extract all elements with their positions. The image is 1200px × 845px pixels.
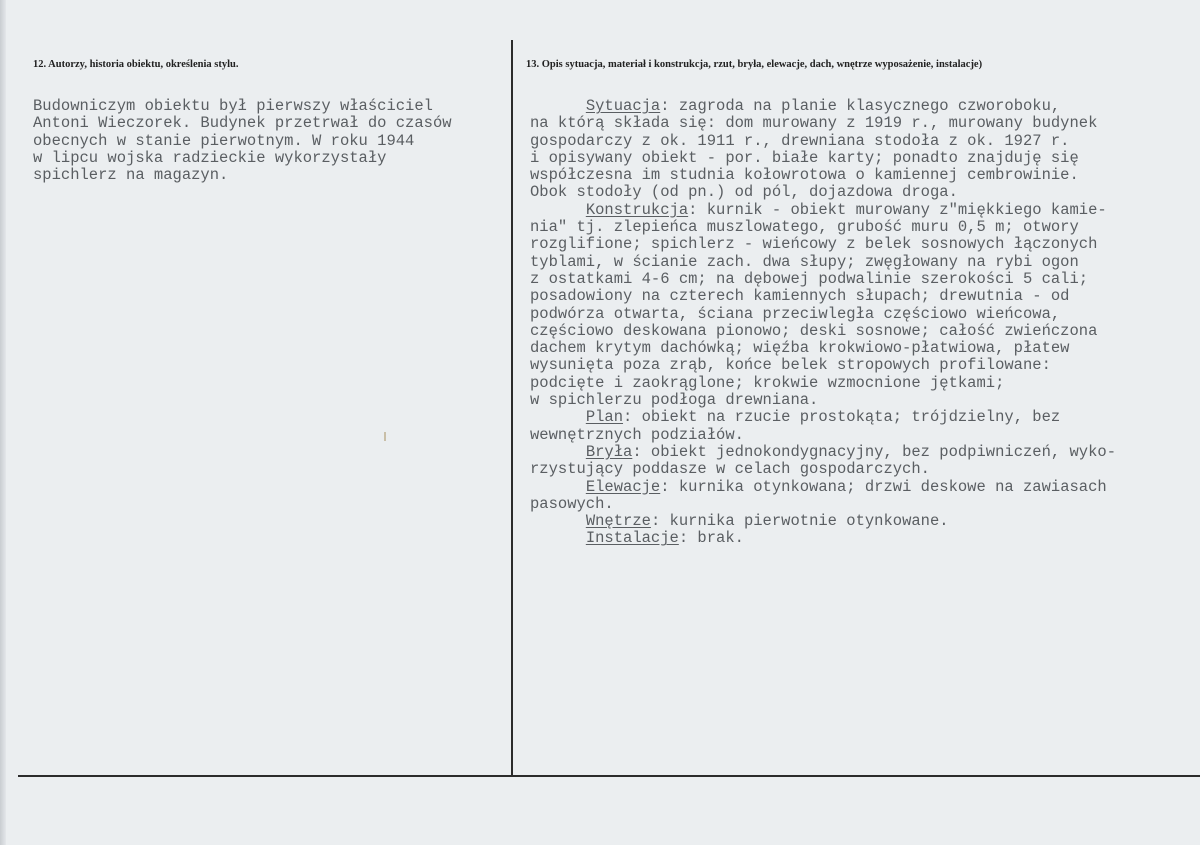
line-text: : kurnik - obiekt murowany z"miękkiego kamie- (688, 200, 1107, 219)
line-text: pasowych. (530, 494, 614, 513)
description-line (530, 184, 1116, 201)
description-line (530, 133, 1116, 150)
description-line (530, 392, 1116, 409)
line-text: i opisywany obiekt - por. białe karty; ponadto znajduję się (530, 148, 1079, 167)
section-13-heading: 13. Opis sytuacja, materiał i konstrukcja, rzut, bryła, elewacje, dach, wnętrze wyposażenie, instalacje) (526, 59, 983, 70)
line-text: częściowo deskowana pionowo; deski sosnowe; całość zwieńczona (530, 321, 1098, 340)
page-edge (0, 0, 6, 845)
section-12-heading: 12. Autorzy, historia obiektu, określenia stylu. (33, 59, 239, 70)
history-line: obecnych w stanie pierwotnym. W roku 1944 (33, 131, 415, 150)
line-text: posadowiony na czterech kamiennych słupach; drewutnia - od (530, 287, 1070, 306)
column-divider (511, 40, 513, 777)
history-text (33, 98, 452, 184)
description-line (530, 219, 1116, 236)
description-line (530, 444, 1116, 461)
description-line (530, 461, 1116, 478)
description-line (530, 530, 1116, 547)
description-text (530, 98, 1116, 548)
line-text: w spichlerzu podłoga drewniana. (530, 391, 819, 410)
section-label: Instalacje (585, 529, 679, 548)
description-line (530, 271, 1116, 288)
line-text: wewnętrznych podziałów. (530, 425, 744, 444)
line-text: : zagroda na planie klasycznego czworoboku, (660, 97, 1061, 115)
description-line (530, 98, 1116, 115)
description-line (530, 323, 1116, 340)
description-line (530, 167, 1116, 184)
description-line (530, 479, 1116, 496)
line-text: rzystujący poddasze w celach gospodarczych. (530, 460, 930, 479)
section-label: Elewacje (585, 477, 661, 496)
section-label: Bryła (585, 442, 633, 461)
description-line (530, 375, 1116, 392)
line-text: na którą składa się: dom murowany z 1919 r., murowany budynek (530, 114, 1098, 133)
line-text: : brak. (678, 529, 744, 548)
description-line (530, 357, 1116, 374)
line-text: tyblami, w ścianie zach. dwa słupy; zwęgłowany na rybi ogon (530, 252, 1079, 271)
line-text: wysunięta poza zrąb, końce belek stropowych profilowane: (530, 356, 1051, 375)
section-label: Wnętrze (585, 512, 651, 531)
section-label: Sytuacja (585, 97, 661, 115)
description-line (530, 513, 1116, 530)
line-text: gospodarczy z ok. 1911 r., drewniana stodoła z ok. 1927 r. (530, 131, 1070, 150)
description-line (530, 236, 1116, 253)
line-text: rozglifione; spichlerz - wieńcowy z belek sosnowych łączonych (530, 235, 1098, 254)
line-text: : kurnika pierwotnie otynkowane. (650, 512, 949, 531)
paper-mark (384, 432, 386, 441)
line-text: : obiekt jednokondygnacyjny, bez podpiwniczeń, wyko- (632, 442, 1117, 461)
section-label: Konstrukcja (585, 200, 689, 219)
line-text: Obok stodoły (od pn.) od pól, dojazdowa droga. (530, 183, 958, 202)
bottom-rule (18, 775, 1200, 777)
line-text: podcięte i zaokrąglone; krokwie wzmocnione jętkami; (530, 373, 1005, 392)
description-line (530, 306, 1116, 323)
description-line (530, 202, 1116, 219)
line-text: : kurnika otynkowana; drzwi deskowe na zawiasach (660, 477, 1107, 496)
history-line: w lipcu wojska radzieckie wykorzystały (33, 148, 387, 167)
history-line: Budowniczym obiektu był pierwszy właściciel (33, 97, 433, 115)
description-line (530, 150, 1116, 167)
description-line (530, 427, 1116, 444)
line-text: podwórza otwarta, ściana przeciwległa częściowo wieńcowa, (530, 304, 1061, 323)
description-line (530, 340, 1116, 357)
history-line: Antoni Wieczorek. Budynek przetrwał do czasów (33, 114, 452, 133)
description-line (530, 409, 1116, 426)
history-line: spichlerz na magazyn. (33, 166, 229, 185)
line-text: : obiekt na rzucie prostokąta; trójdzielny, bez (623, 408, 1061, 427)
line-text: z ostatkami 4-6 cm; na dębowej podwalinie szerokości 5 cali; (530, 269, 1089, 288)
description-line (530, 254, 1116, 271)
line-text: współczesna im studnia kołowrotowa o kamiennej cembrowinie. (530, 166, 1079, 185)
line-text: nia" tj. zlepieńca muszlowatego, grubość muru 0,5 m; otwory (530, 218, 1079, 237)
description-line (530, 115, 1116, 132)
description-line (530, 288, 1116, 305)
section-label: Plan (585, 408, 624, 427)
line-text: dachem krytym dachówką; więźba krokwiowo-płatwiowa, płatew (530, 339, 1070, 358)
description-line (530, 496, 1116, 513)
